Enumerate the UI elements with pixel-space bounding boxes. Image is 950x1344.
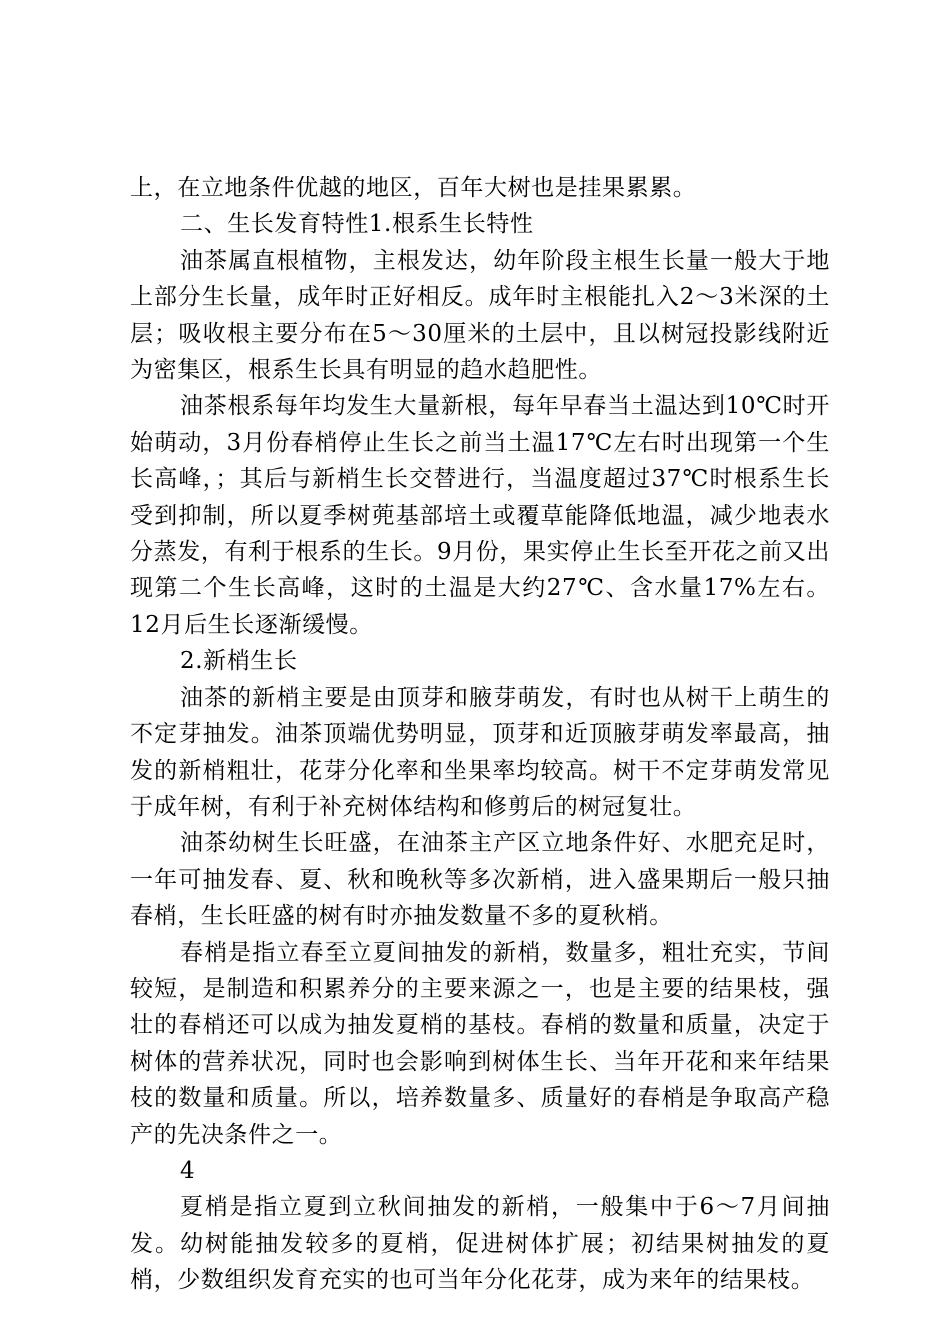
paragraph-root-growth-cycle: 油茶根系每年均发生大量新根，每年早春当土温达到10℃时开始萌动，3月份春梢停止生长之前当土温17℃左右时出现第一个生长高峰，；其后与新梢生长交替进行，当温度超过37℃时根系生长受到抑制，所以夏季树蔸基部培土或覆草能降低地温，减少地表水分蒸发，有利于根系的生长。9月份，果实停止生长至开花之前又出现第二个生长高峰，这时的土温是大约27℃、含水量17%左右。12月后生长逐渐缓慢。	[130, 393, 830, 638]
paragraph-spring-shoots: 春梢是指立春至立夏间抽发的新梢，数量多，粗壮充实，节间较短，是制造和积累养分的主要来源之一，也是主要的结果枝，强壮的春梢还可以成为抽发夏梢的基枝。春梢的数量和质量，决定于树体的营养状况，同时也会影响到树体生长、当年开花和来年结果枝的数量和质量。所以，培养数量多、质量好的春梢是争取高产稳产的先决条件之一。	[130, 939, 830, 1148]
page-number-marker: 4	[180, 1157, 196, 1184]
paragraph-root-system: 油茶属直根植物，主根发达，幼年阶段主根生长量一般大于地上部分生长量，成年时正好相反。成年时主根能扎入2～3米深的土层；吸收根主要分布在5～30厘米的土层中，且以树冠投影线附近为密集区，根系生长具有明显的趋水趋肥性。	[130, 247, 830, 384]
section-heading-new-shoot-growth: 2.新梢生长	[180, 648, 298, 675]
section-heading-growth-characteristics: 二、生长发育特性1.根系生长特性	[180, 211, 534, 238]
paragraph-new-shoots: 油茶的新梢主要是由顶芽和腋芽萌发，有时也从树干上萌生的不定芽抽发。油茶顶端优势明显，顶芽和近顶腋芽萌发率最高，抽发的新梢粗壮，花芽分化率和坐果率均较高。树干不定芽萌发常见于成年树，有利于补充树体结构和修剪后的树冠复壮。	[130, 684, 830, 820]
paragraph-summer-shoots: 夏梢是指立夏到立秋间抽发的新梢，一般集中于6～7月间抽发。幼树能抽发较多的夏梢，促进树体扩展；初结果树抽发的夏梢，少数组织发育充实的也可当年分化花芽，成为来年的结果枝。	[130, 1194, 830, 1294]
paragraph-continuation: 上，在立地条件优越的地区，百年大树也是挂果累累。	[130, 175, 697, 201]
paragraph-young-trees: 油茶幼树生长旺盛，在油茶主产区立地条件好、水肥充足时，一年可抽发春、夏、秋和晚秋等多次新梢，进入盛果期后一般只抽春梢，生长旺盛的树有时亦抽发数量不多的夏秋梢。	[130, 830, 830, 930]
document-body	[130, 170, 830, 1299]
